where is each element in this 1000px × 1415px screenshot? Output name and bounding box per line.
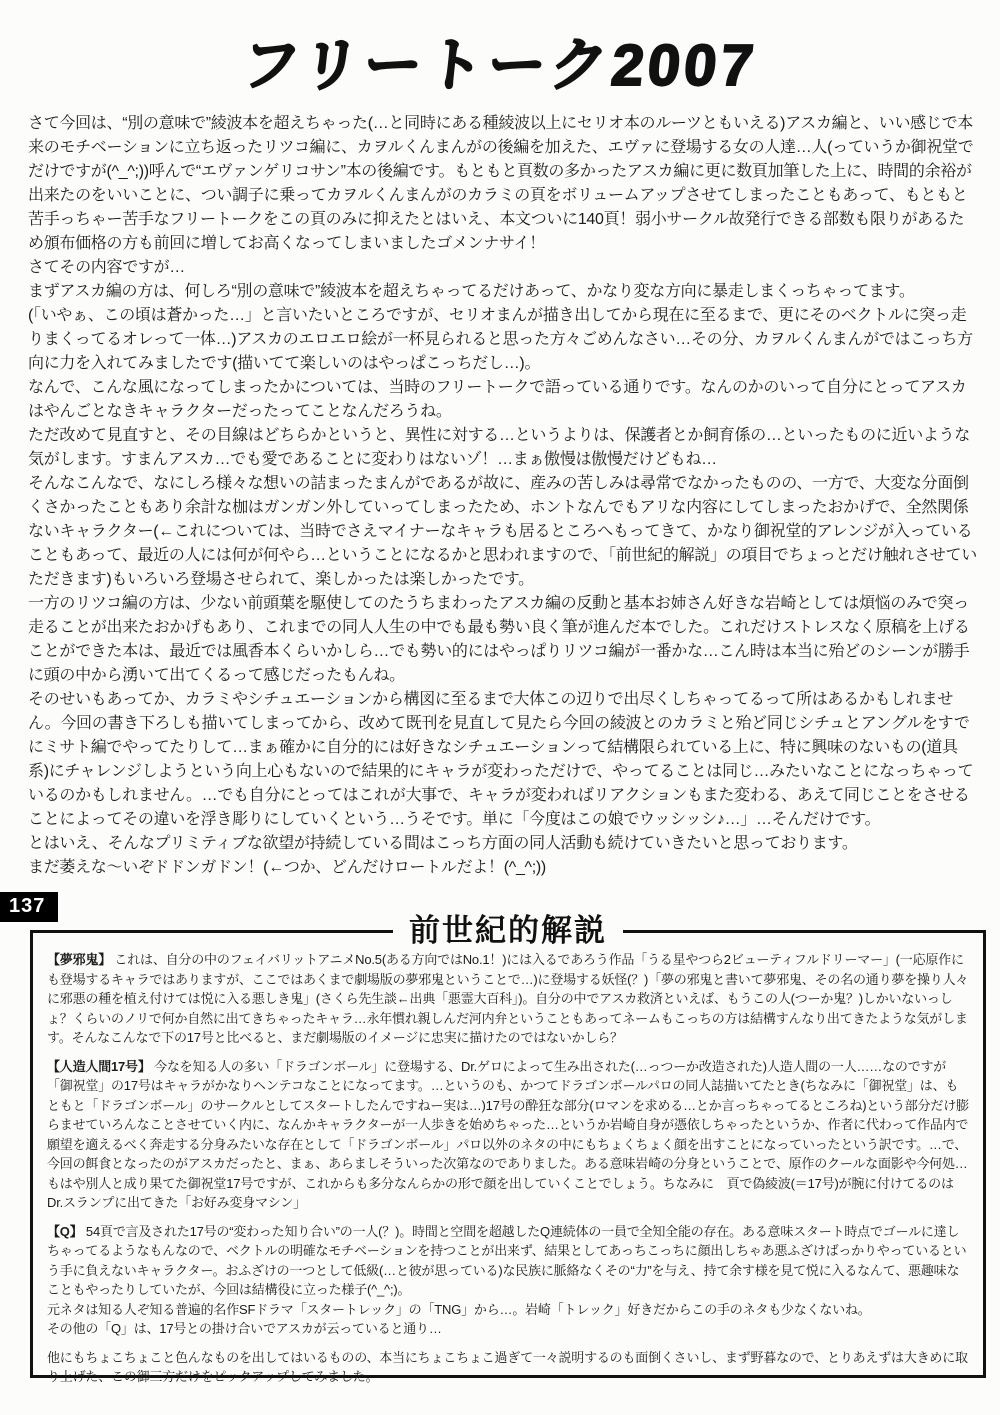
page-number: 137: [0, 892, 58, 922]
freetalk-paragraph: さて今回は、“別の意味で”綾波本を超えちゃった(…と同時にある種綾波以上にセリオ本のルーツともいえる)アスカ編と、いい感じで本来のモチベーションに立ち返ったリツコ編に、カヲルくんまんがの後編を加えた、エヴァに登場する女の人達…人(っていうか御祝堂でだけですが(^_^;))呼んで“エヴァンゲリコサン”本の後編です。もともと頁数の多かったアスカ編に更に数頁加筆した上に、時間的余裕が出来たのをいいことに、つい調子に乗ってカヲルくんまんがのカラミの頁をボリュームアップさせてしまったこともあって、もともと苦手っちゃー苦手なフリートークをこの頁のみに抑えたとはいえ、本文ついに140頁！弱小サークル故発行できる部数も限りがあるため頒布価格の方も前回に増してお高くなってしまいましたゴメンナサイ！: [28, 115, 974, 252]
freetalk-paragraph: (「いやぁ、この頃は蒼かった…」と言いたいところですが、セリオまんが描き出してから現在に至るまで、更にそのベクトルに突っ走りまくってるオレって一体…)アスカのエロエロ絵が一杯見られると思った方々ごめんなさい…その分、カヲルくんまんがではこっち方向に力を入れてみましたです(描いてて楽しいのはやっぱこっちだし…)。: [28, 307, 973, 372]
freetalk-paragraph: そのせいもあってか、カラミやシチュエーションから構図に至るまで大体この辺りで出尽くしちゃってるって所はあるかもしれません。今回の書き下ろしも描いてしまってから、改めて既刊を見直して見たら今回の綾波とのカラミと殆ど同じシチュとアングルをすでにミサト編でやってたりして…まぁ確かに自分的には好きなシチュエーションって結構限られている上に、特に興味のないもの(道具系)にチャレンジしようという向上心もないので結果的にキャラが変わっただけで、やってることは同じ…みたいなことになっちゃっているのかもしれません。…でも自分にとってはこれが大事で、キャラが変わればリアクションもまた変わる、あえて同じことをさせることによってその違いを浮き彫りにしていくという…うそです。単に「今度はこの娘でウッシッシ♪…」…そんだけです。: [28, 691, 974, 828]
freetalk-paragraph: とはいえ、そんなプリミティブな欲望が持続している間はこっち方面の同人活動も続けていきたいと思っております。: [28, 835, 858, 852]
freetalk-text: [28, 112, 978, 880]
commentary-entry: 他にもちょこちょこと色んなものを出してはいるものの、本当にちょこちょこ過ぎて一々説明するのも面倒くさいし、まず野暮なので、とりあえずは大きめに取り上げた、この御三方だけをピックアップしてみました。: [47, 1349, 968, 1384]
freetalk-paragraph: そんなこんなで、なにしろ様々な想いの詰まったまんがであるが故に、産みの苦しみは尋常でなかったものの、一方で、大変な分面倒くさかったこともあり余計な枷はガンガン外していってしまったため、ホントなんでもアリな内容にしてしまったおかげで、全然関係ないキャラクター(←これについては、当時でさえマイナーなキャラも居るところへもってきて、かなり御祝堂的アレンジが入っていることもあって、最近の人には何が何やら…ということになるかと思われますので、「前世紀的解説」の項目でちょっとだけ触れさせていただきます)もいろいろ登場させられて、楽しかったは楽しかったです。: [28, 475, 977, 588]
entry-term: 【夢邪鬼】: [47, 952, 112, 967]
page-title: フリートーク2007: [238, 33, 761, 98]
entry-term: 【Q】: [47, 1223, 83, 1239]
commentary-box: [30, 913, 986, 1384]
commentary-text: [47, 950, 969, 1387]
freetalk-paragraph: なんで、こんな風になってしまったかについては、当時のフリートークで語っている通りです。なんのかのいって自分にとってアスカはやんごとなきキャラクターだったってことなんだろうね。: [28, 379, 967, 420]
commentary-entry: 元ネタは知る人ぞ知る普遍的名作SFドラマ「スタートレック」の「TNG」から…。岩崎「トレック」好きだからこの手のネタも少なくないね。: [47, 1301, 871, 1317]
freetalk-paragraph: まだ萎えな〜いぞドドンガドン！(←つか、どんだけロートルだよ！(^_^;)): [28, 859, 546, 876]
commentary-entry: 【夢邪鬼】 これは、自分の中のフェイバリットアニメNo.5(ある方向ではNo.1！)には入るであろう作品「うる星やつら2ビューティフルドリーマー」(一応原作にも登場するキャラではありますが、ここではあくまで劇場版の夢邪鬼ということで…)に登場する妖怪(？)「夢の邪鬼と書いて夢邪鬼、その名の通り夢を操り人々に邪悪の種を植え付けては悦に入る悪しき鬼」(さくら先生談←出典「悪霊大百科」)。自分の中でアスカ救済といえば、もうこの人(つーか鬼？)しかいないっしょ？くらいのノリで何か自然に出てきちゃったキャラ…永年慣れ親しんだ河内弁ということもあってネームもこっちの方は結構すんなり出てきたような気がします。そんなこんなで下の17号と比べると、まだ劇場版のイメージに忠実に描けたのではないかしら？: [47, 952, 969, 1045]
freetalk-paragraph: ただ改めて見直すと、その目線はどちらかというと、異性に対する…というよりは、保護者とか飼育係の…といったものに近いような気がします。すまんアスカ…でも愛であることに変わりはないゾ！…まぁ傲慢は傲慢だけどもね…: [28, 427, 971, 468]
commentary-entry: 【人造人間17号】 今なを知る人の多い「ドラゴンボール」に登場する、Dr.ゲロによって生み出された(…っつーか改造された)人造人間の一人……なのですが「御祝堂」の17号はキャラがかなりヘンテコなことになってます。…というのも、かつてドラゴンボールパロの同人誌描いてたとき(ちなみに「御祝堂」は、もともと「ドラゴンボール」のサークルとしてスタートしたんですねー実は…)17号の酔狂な部分(ロマンを求める…とか言っちゃってるところね)という部分だけ膨らませていろんなことさせていく内に、なんかキャラクターが一人歩きを始めちゃった…というか岩崎自身が憑依しちゃったというか、作者に代わって作品内で願望を適えるべく奔走する分身みたいな存在として「ドラゴンボール」パロ以外のネタの中にもちょくちょく顔を出すことになっていったという訳です。…で、今回の餌食となったのがアスカだったと、まぁ、あらましそういった次第なのでありました。ある意味岩崎の分身ということで、原作のクールな面影や今何処…もはや別人と成り果てた御祝堂17号ですが、これからも多分なんらかの形で顔を出していくことでしょう。ちなみに 頁で偽綾波(＝17号)が腕に付けてるのはDr.スランプに出てきた「お好み変身マシン」: [47, 1058, 969, 1210]
freetalk-paragraph: まずアスカ編の方は、何しろ“別の意味で”綾波本を超えちゃってるだけあって、かなり変な方向に暴走しまくっちゃってます。: [28, 283, 915, 300]
freetalk-paragraph: さてその内容ですが…: [28, 259, 186, 276]
commentary-section-title: 前世紀的解説: [393, 911, 623, 951]
commentary-entry: その他の「Q」は、17号との掛け合いでアスカが云っていると通り…: [47, 1321, 442, 1336]
freetalk-paragraph: 一方のリツコ編の方は、少ない前頭葉を駆使してのたうちまわったアスカ編の反動と基本お姉さん好きな岩崎としては煩悩のみで突っ走ることが出来たおかげもあり、これまでの同人人生の中でも最も勢い良く筆が進んだ本でした。これだけストレスなく原稿を上げることができた本は、最近では風香本くらいかしら…でも勢い的にはやっぱりリツコ編が一番かな…こん時は本当に殆どのシーンが勝手に頭の中から湧いて出てくるって感じだったもんね。: [28, 595, 970, 684]
commentary-entry: 【Q】 54頁で言及された17号の“変わった知り合い”の一人(？)。時間と空間を超越したQ連続体の一員で全知全能の存在。ある意味スタート時点でゴールに達しちゃってるようなもんなので、ベクトルの明確なモチベーションを持つことが出来ず、結果としてあっちこっちに顔出しちゃあ悪ふざけばっかりやっているという手に負えないキャラクター。おふざけの一つとして低級(…と彼が思っている)な民族に脈絡なくその“力”を与え、持て余す様を見て悦に入るなんて、悪趣味なこともやったりしていたが、今回は結構役に立った様子(^_^;)。: [47, 1223, 967, 1297]
entry-term: 【人造人間17号】: [47, 1058, 151, 1074]
